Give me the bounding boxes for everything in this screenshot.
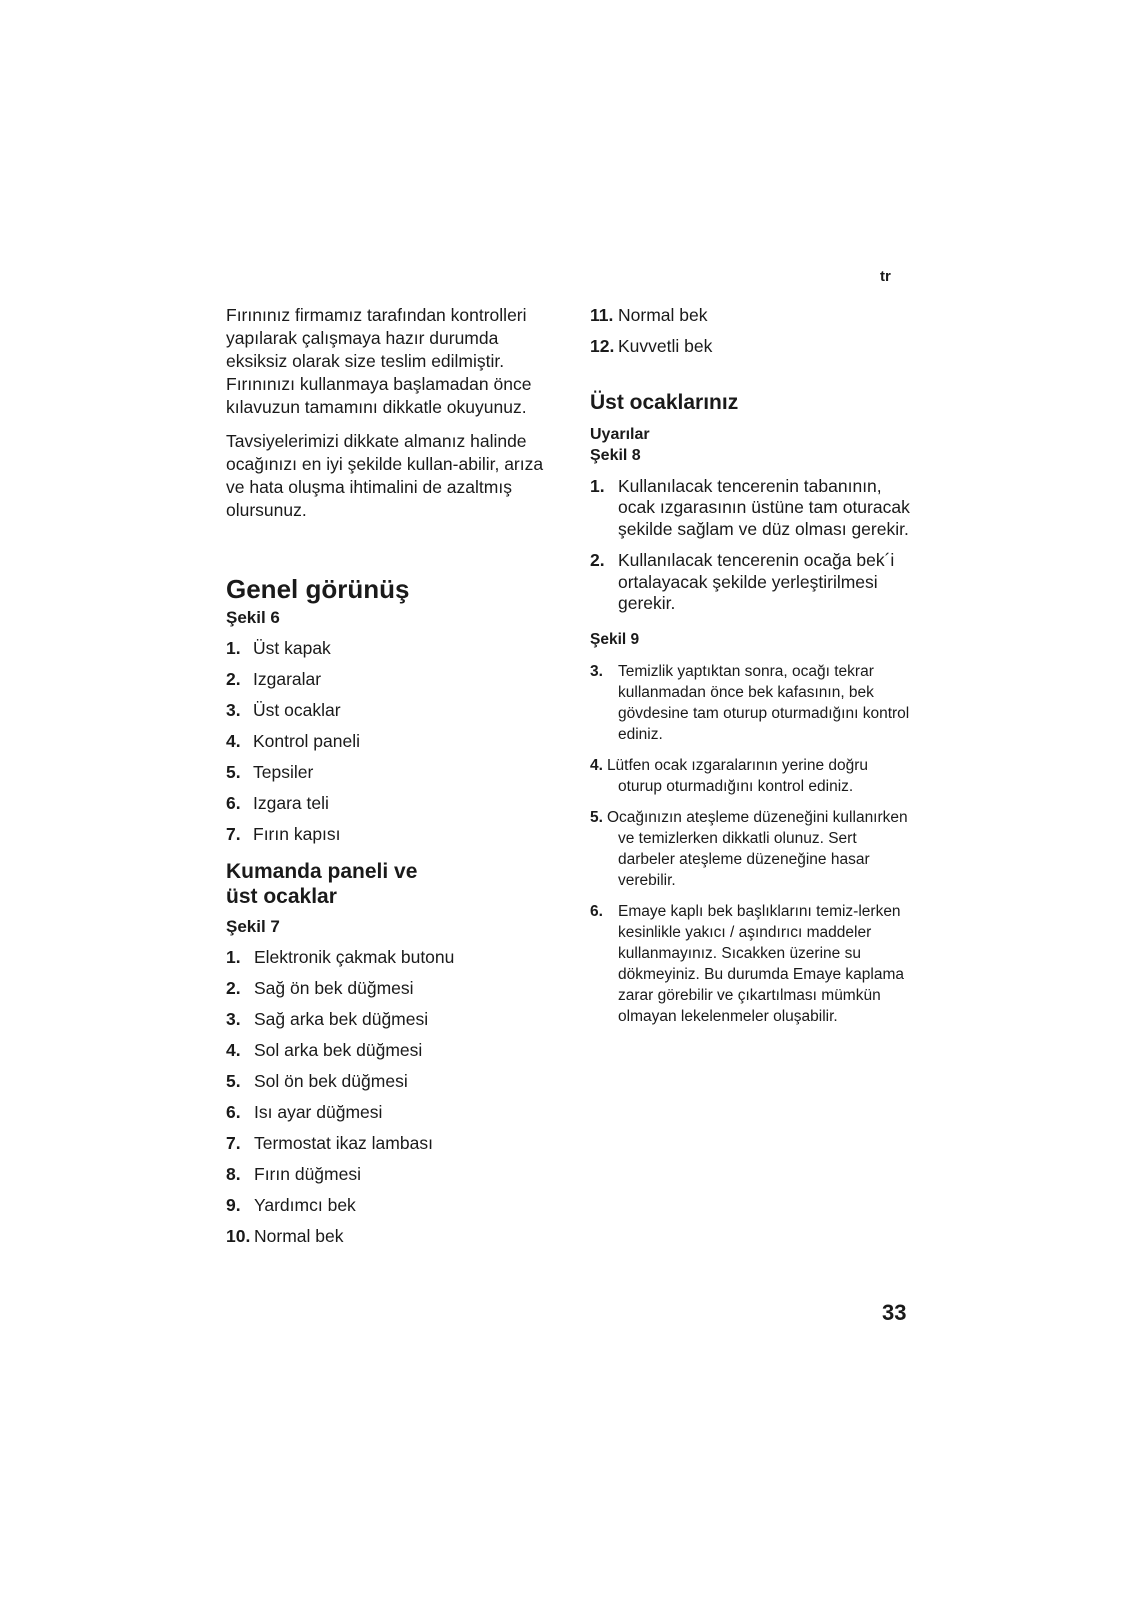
list-item (226, 668, 556, 691)
item-number: 3. (226, 1009, 241, 1029)
item-text: Üst ocaklar (253, 700, 341, 720)
item-text: Ocağınızın ateşleme düzeneğini kullanırken ve temizlerken dikkatli olunuz. Sert darbeler ateşleme düzeneğine hasar verebilir. (606, 808, 908, 889)
list-item (226, 1163, 556, 1186)
item-text: Sol arka bek düğmesi (254, 1040, 423, 1060)
list-item (226, 730, 556, 753)
item-text: Emaye kaplı bek başlıklarını temiz-lerken kesinlikle yakıcı / aşındırıcı maddeler kullanmayınız. Sıcakken üzerine su dökmeyiniz. Bu durumda Emaye kaplama zarar görebilir ve çıkartılması mümkün olmayan lekelenmeler oluşabilir. (618, 902, 905, 1025)
list-item (226, 761, 556, 784)
general-view-heading: Genel görünüş (226, 574, 410, 604)
item-number: 4. (226, 1040, 241, 1060)
item-number: 2. (226, 669, 241, 689)
item-number: 5. (226, 1071, 241, 1091)
item-text: Üst kapak (253, 638, 331, 658)
burners-heading: Üst ocaklarınız (590, 391, 739, 414)
list-item (226, 1070, 556, 1093)
control-panel-heading (226, 860, 556, 909)
figure-7-label: Şekil 7 (226, 917, 280, 936)
list-item (226, 1132, 556, 1155)
item-number: 8. (226, 1164, 241, 1184)
item-number: 3. (226, 700, 241, 720)
item-number: 10. (226, 1226, 251, 1246)
figure-9-label: Şekil 9 (590, 630, 640, 648)
item-text: Sağ ön bek düğmesi (254, 978, 414, 998)
figure-8-label: Şekil 8 (590, 446, 641, 464)
item-text: Kullanılacak tencerenin ocağa bek´i ortalayacak şekilde yerleştirilmesi gerekir. (618, 550, 895, 613)
list-item (226, 946, 556, 969)
list-item (590, 550, 910, 615)
item-text: Normal bek (254, 1226, 344, 1246)
item-number: 7. (226, 824, 241, 844)
intro-paragraph-1: Fırınınız firmamız tarafından kontrolleri yapılarak çalışmaya hazır durumda eksiksiz olarak size teslim edilmiştir. Fırınınızı kullanmaya başlamadan önce kılavuzun tamamını dikkatle okuyunuz. (226, 305, 532, 417)
intro-paragraph-2: Tavsiyelerimizi dikkate almanız halinde ocağınızı en iyi şekilde kullan-abilir, arıza ve hata oluşma ihtimalini de azaltmış olursunuz. (226, 431, 544, 520)
item-number: 4. (226, 731, 241, 751)
general-view-list (226, 637, 556, 846)
burner-care-list (590, 661, 910, 1027)
item-number: 2. (590, 550, 605, 570)
item-text: Yardımcı bek (254, 1195, 356, 1215)
list-item (590, 901, 910, 1027)
language-tag: tr (880, 268, 891, 285)
item-text: Elektronik çakmak butonu (254, 947, 455, 967)
burner-warnings-list (590, 476, 910, 615)
item-text: Izgara teli (253, 793, 329, 813)
item-number: 1. (590, 475, 605, 496)
item-text: Izgaralar (253, 669, 322, 689)
item-number: 6. (226, 793, 241, 813)
left-column (226, 304, 556, 1248)
list-item (226, 1225, 556, 1248)
list-item (590, 661, 910, 745)
list-item (590, 755, 910, 797)
item-number: 3. (590, 662, 603, 680)
item-number: 5. (226, 762, 241, 782)
item-text: Tepsiler (253, 762, 314, 782)
item-text: Sağ arka bek düğmesi (254, 1009, 429, 1029)
item-number: 4. (590, 756, 603, 774)
right-column (590, 304, 910, 1027)
page-number: 33 (882, 1300, 907, 1325)
item-text: Isı ayar düğmesi (254, 1102, 383, 1122)
list-item (590, 476, 910, 541)
control-panel-heading-line-2: üst ocaklar (226, 884, 337, 908)
list-item (226, 977, 556, 1000)
list-item (226, 1101, 556, 1124)
list-item (226, 699, 556, 722)
item-number: 1. (226, 638, 241, 658)
item-number: 1. (226, 947, 241, 967)
control-panel-list (226, 946, 556, 1248)
item-text: Kuvvetli bek (618, 336, 713, 356)
list-item (226, 1039, 556, 1062)
item-number: 5. (590, 808, 603, 826)
list-item (226, 823, 556, 846)
figure-6-label: Şekil 6 (226, 608, 280, 627)
item-text: Lütfen ocak ızgaralarının yerine doğru oturup oturmadığını kontrol ediniz. (606, 756, 869, 795)
item-text: Kontrol paneli (253, 731, 361, 751)
list-item (226, 637, 556, 660)
warnings-label: Uyarılar (590, 425, 650, 443)
list-item (226, 1194, 556, 1217)
list-item (590, 807, 910, 891)
item-number: 7. (226, 1133, 241, 1153)
item-number: 6. (226, 1102, 241, 1122)
item-number: 12. (590, 336, 615, 356)
control-panel-heading-line-1: Kumanda paneli ve (226, 860, 418, 883)
item-text: Kullanılacak tencerenin tabanının, ocak ızgarasının üstüne tam oturacak şekilde sağlam ve düz olması gerekir. (618, 475, 910, 539)
item-text: Sol ön bek düğmesi (254, 1071, 408, 1091)
item-text: Fırın düğmesi (254, 1164, 361, 1184)
list-item (590, 304, 910, 327)
item-number: 11. (590, 305, 614, 325)
item-text: Fırın kapısı (253, 824, 341, 844)
item-text: Normal bek (618, 305, 708, 325)
item-number: 6. (590, 902, 603, 920)
control-panel-list-continued (590, 304, 910, 358)
item-text: Temizlik yaptıktan sonra, ocağı tekrar kullanmadan önce bek kafasının, bek gövdesine tam oturup oturmadığını kontrol ediniz. (618, 662, 910, 743)
list-item (226, 1008, 556, 1031)
item-number: 9. (226, 1195, 241, 1215)
item-text: Termostat ikaz lambası (254, 1133, 433, 1153)
list-item (590, 335, 910, 358)
item-number: 2. (226, 978, 241, 998)
list-item (226, 792, 556, 815)
